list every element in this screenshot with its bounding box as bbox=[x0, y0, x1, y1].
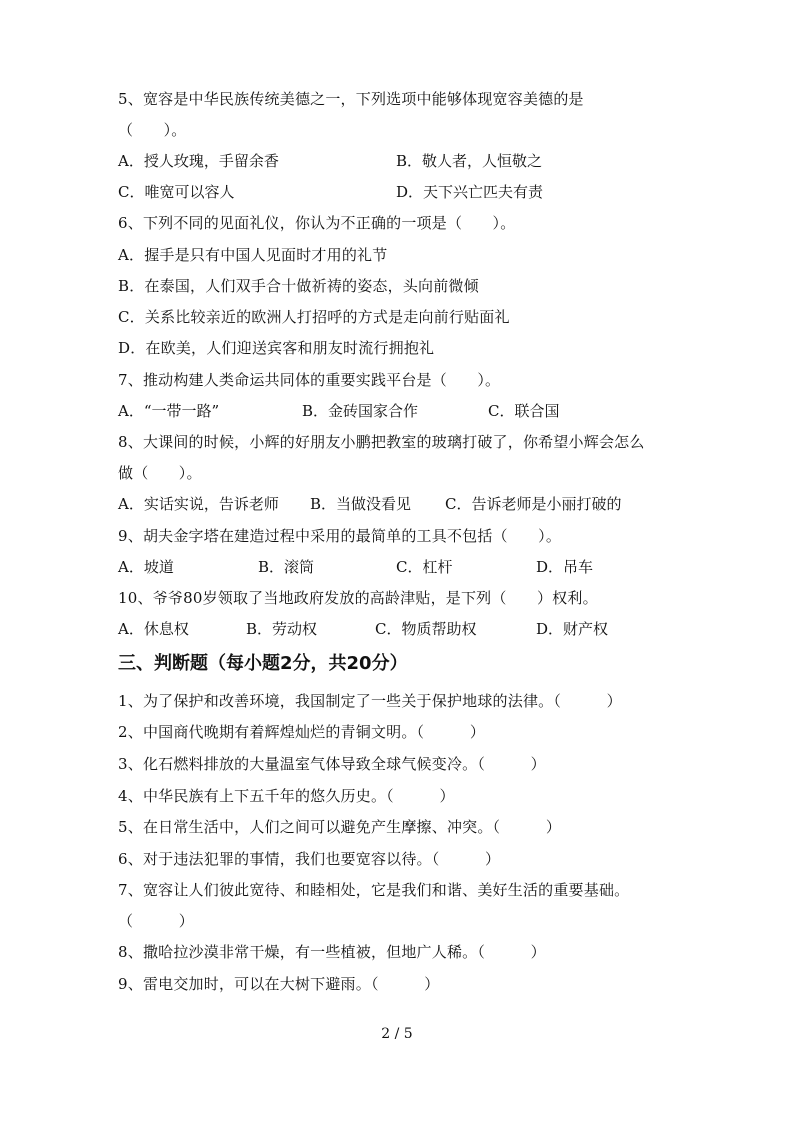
question-5-options-row2 bbox=[118, 182, 678, 202]
option-a[interactable]: A．休息权 bbox=[118, 620, 189, 638]
option-b[interactable]: B．敬人者，人恒敬之 bbox=[396, 152, 543, 170]
option-a[interactable]: A．实话实说，告诉老师 bbox=[118, 495, 279, 513]
question-5-stem: 5、宽容是中华民族传统美德之一，下列选项中能够体现宽容美德的是 bbox=[118, 90, 584, 108]
judgment-item: 2、中国商代晚期有着辉煌灿烂的青铜文明。（ ） bbox=[118, 723, 486, 741]
question-9-options bbox=[118, 557, 678, 577]
question-8-options bbox=[118, 494, 678, 514]
option-b[interactable]: B．金砖国家合作 bbox=[302, 402, 419, 420]
question-8-stem-cont: 做（ ）。 bbox=[118, 464, 202, 482]
judgment-item: 1、为了保护和改善环境，我国制定了一些关于保护地球的法律。（ ） bbox=[118, 692, 622, 710]
option-d[interactable]: D．吊车 bbox=[536, 558, 594, 576]
option-a[interactable]: A．坡道 bbox=[118, 558, 174, 576]
judgment-item-cont: （ ） bbox=[118, 912, 195, 930]
option-c[interactable]: C．唯宽可以容人 bbox=[118, 183, 235, 201]
question-10-options bbox=[118, 619, 678, 639]
option-a[interactable]: A．握手是只有中国人见面时才用的礼节 bbox=[118, 246, 388, 264]
option-c[interactable]: C．联合国 bbox=[488, 402, 560, 420]
judgment-item: 4、中华民族有上下五千年的悠久历史。（ ） bbox=[118, 787, 455, 805]
question-10-stem: 10、爷爷80岁领取了当地政府发放的高龄津贴，是下列（ ）权利。 bbox=[118, 589, 598, 607]
section-title: 三、判断题（每小题2分，共20分） bbox=[118, 653, 408, 674]
option-a[interactable]: A．“一带一路” bbox=[118, 402, 220, 420]
option-c[interactable]: C．物质帮助权 bbox=[375, 620, 477, 638]
question-5-stem-cont: （ ）。 bbox=[118, 121, 187, 139]
option-d[interactable]: D．在欧美，人们迎送宾客和朋友时流行拥抱礼 bbox=[118, 339, 435, 357]
question-6-stem: 6、下列不同的见面礼仪，你认为不正确的一项是（ ）。 bbox=[118, 214, 516, 232]
question-5-options-row1 bbox=[118, 151, 678, 171]
question-7-stem: 7、推动构建人类命运共同体的重要实践平台是（ ）。 bbox=[118, 371, 501, 389]
option-c[interactable]: C．关系比较亲近的欧洲人打招呼的方式是走向前行贴面礼 bbox=[118, 308, 510, 326]
judgment-item: 3、化石燃料排放的大量温室气体导致全球气候变冷。（ ） bbox=[118, 755, 546, 773]
option-a[interactable]: A．授人玫瑰，手留余香 bbox=[118, 152, 279, 170]
judgment-item: 9、雷电交加时，可以在大树下避雨。（ ） bbox=[118, 975, 440, 993]
judgment-item: 7、宽容让人们彼此宽待、和睦相处，它是我们和谐、美好生活的重要基础。 bbox=[118, 881, 630, 899]
judgment-item: 6、对于违法犯罪的事情，我们也要宽容以待。（ ） bbox=[118, 850, 501, 868]
option-d[interactable]: D．天下兴亡匹夫有责 bbox=[396, 183, 544, 201]
option-b[interactable]: B．在泰国，人们双手合十做祈祷的姿态，头向前微倾 bbox=[118, 277, 479, 295]
question-7-options bbox=[118, 401, 678, 421]
option-c[interactable]: C．杠杆 bbox=[396, 558, 453, 576]
option-d[interactable]: D．财产权 bbox=[536, 620, 609, 638]
option-b[interactable]: B．滚筒 bbox=[258, 558, 315, 576]
question-9-stem: 9、胡夫金字塔在建造过程中采用的最简单的工具不包括（ ）。 bbox=[118, 527, 562, 545]
page-number: 2 / 5 bbox=[381, 1026, 413, 1042]
judgment-item: 5、在日常生活中，人们之间可以避免产生摩擦、冲突。（ ） bbox=[118, 818, 562, 836]
judgment-item: 8、撒哈拉沙漠非常干燥，有一些植被，但地广人稀。（ ） bbox=[118, 943, 546, 961]
question-8-stem: 8、大课间的时候，小辉的好朋友小鹏把教室的玻璃打破了，你希望小辉会怎么 bbox=[118, 433, 645, 451]
option-b[interactable]: B．当做没看见 bbox=[310, 495, 412, 513]
option-c[interactable]: C．告诉老师是小丽打破的 bbox=[445, 495, 622, 513]
option-b[interactable]: B．劳动权 bbox=[246, 620, 318, 638]
